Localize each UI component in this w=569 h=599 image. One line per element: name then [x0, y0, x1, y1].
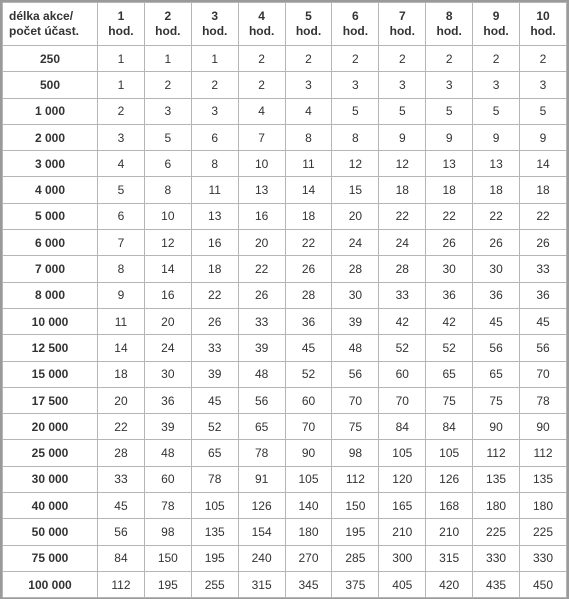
row-header: 8 000 — [3, 282, 98, 308]
row-header: 40 000 — [3, 493, 98, 519]
table-cell: 9 — [426, 124, 473, 150]
table-cell: 18 — [426, 177, 473, 203]
table-cell: 12 — [379, 151, 426, 177]
table-cell: 7 — [238, 124, 285, 150]
table-cell: 154 — [238, 519, 285, 545]
table-cell: 75 — [332, 414, 379, 440]
table-cell: 2 — [426, 46, 473, 72]
column-header-line: 1 — [117, 9, 125, 23]
table-cell: 18 — [98, 361, 145, 387]
table-cell: 3 — [473, 72, 520, 98]
table-cell: 18 — [520, 177, 567, 203]
table-cell: 315 — [426, 545, 473, 571]
table-cell: 28 — [98, 440, 145, 466]
column-header-line: hod. — [248, 24, 275, 38]
column-header-line: 4 — [258, 9, 265, 23]
table-cell: 56 — [520, 335, 567, 361]
row-header: 15 000 — [3, 361, 98, 387]
table-cell: 345 — [285, 571, 332, 597]
table-cell: 2 — [332, 46, 379, 72]
table-cell: 26 — [238, 282, 285, 308]
table-cell: 70 — [332, 387, 379, 413]
table-cell: 39 — [332, 308, 379, 334]
table-cell: 5 — [144, 124, 191, 150]
corner-header-line-1: délka akce/ — [9, 9, 74, 23]
table-cell: 2 — [379, 46, 426, 72]
table-cell: 20 — [144, 308, 191, 334]
table-cell: 91 — [238, 466, 285, 492]
table-cell: 36 — [520, 282, 567, 308]
table-row — [3, 230, 567, 256]
table-cell: 112 — [520, 440, 567, 466]
table-cell: 84 — [98, 545, 145, 571]
table-cell: 135 — [473, 466, 520, 492]
table-cell: 56 — [98, 519, 145, 545]
table-cell: 56 — [238, 387, 285, 413]
row-header: 250 — [3, 46, 98, 72]
table-row — [3, 124, 567, 150]
table-cell: 225 — [520, 519, 567, 545]
table-cell: 8 — [98, 256, 145, 282]
row-header: 20 000 — [3, 414, 98, 440]
table-cell: 78 — [238, 440, 285, 466]
table-cell: 6 — [191, 124, 238, 150]
table-cell: 45 — [473, 308, 520, 334]
table-cell: 210 — [426, 519, 473, 545]
table-cell: 11 — [98, 308, 145, 334]
table-cell: 84 — [426, 414, 473, 440]
table-cell: 2 — [144, 72, 191, 98]
table-cell: 120 — [379, 466, 426, 492]
table-cell: 48 — [238, 361, 285, 387]
table-cell: 240 — [238, 545, 285, 571]
table-cell: 2 — [191, 72, 238, 98]
table-cell: 90 — [285, 440, 332, 466]
table-cell: 75 — [473, 387, 520, 413]
table-cell: 36 — [285, 308, 332, 334]
table-cell: 140 — [285, 493, 332, 519]
table-cell: 60 — [379, 361, 426, 387]
capacity-table — [2, 2, 567, 598]
table-cell: 3 — [520, 72, 567, 98]
table-cell: 13 — [473, 151, 520, 177]
table-cell: 105 — [426, 440, 473, 466]
column-header-line: hod. — [108, 24, 134, 38]
table-cell: 24 — [332, 230, 379, 256]
table-cell: 3 — [332, 72, 379, 98]
table-cell: 4 — [238, 98, 285, 124]
table-cell: 70 — [379, 387, 426, 413]
table-cell: 18 — [285, 203, 332, 229]
table-cell: 4 — [285, 98, 332, 124]
table-cell: 3 — [426, 72, 473, 98]
table-cell: 3 — [98, 124, 145, 150]
table-cell: 45 — [520, 308, 567, 334]
table-cell: 48 — [144, 440, 191, 466]
table-row — [3, 414, 567, 440]
table-row — [3, 256, 567, 282]
table-cell: 22 — [426, 203, 473, 229]
table-cell: 28 — [332, 256, 379, 282]
table-cell: 8 — [332, 124, 379, 150]
table-cell: 5 — [332, 98, 379, 124]
table-cell: 98 — [332, 440, 379, 466]
table-cell: 18 — [473, 177, 520, 203]
table-cell: 36 — [144, 387, 191, 413]
table-cell: 22 — [285, 230, 332, 256]
table-cell: 42 — [379, 308, 426, 334]
table-cell: 165 — [379, 493, 426, 519]
table-cell: 78 — [520, 387, 567, 413]
table-cell: 9 — [520, 124, 567, 150]
table-cell: 18 — [191, 256, 238, 282]
table-cell: 22 — [98, 414, 145, 440]
table-cell: 26 — [285, 256, 332, 282]
table-cell: 1 — [98, 72, 145, 98]
table-cell: 10 — [238, 151, 285, 177]
table-cell: 18 — [379, 177, 426, 203]
table-cell: 52 — [285, 361, 332, 387]
table-cell: 1 — [98, 46, 145, 72]
table-cell: 26 — [426, 230, 473, 256]
row-header: 25 000 — [3, 440, 98, 466]
table-cell: 52 — [379, 335, 426, 361]
table-cell: 2 — [238, 46, 285, 72]
column-header-line: 10 — [536, 9, 550, 23]
table-cell: 150 — [144, 545, 191, 571]
table-cell: 14 — [98, 335, 145, 361]
table-row — [3, 519, 567, 545]
table-cell: 105 — [285, 466, 332, 492]
table-cell: 65 — [426, 361, 473, 387]
row-header: 5 000 — [3, 203, 98, 229]
table-cell: 28 — [285, 282, 332, 308]
row-header: 1 000 — [3, 98, 98, 124]
table-cell: 15 — [332, 177, 379, 203]
row-header: 75 000 — [3, 545, 98, 571]
table-cell: 33 — [98, 466, 145, 492]
column-header-line: 2 — [164, 9, 172, 23]
table-cell: 28 — [379, 256, 426, 282]
table-cell: 8 — [191, 151, 238, 177]
table-cell: 195 — [144, 571, 191, 597]
column-header-line: 9 — [492, 9, 500, 23]
table-cell: 270 — [285, 545, 332, 571]
table-cell: 24 — [144, 335, 191, 361]
column-header-line: hod. — [295, 24, 322, 38]
table-body — [3, 46, 567, 598]
table-cell: 405 — [379, 571, 426, 597]
table-cell: 52 — [426, 335, 473, 361]
table-cell: 56 — [332, 361, 379, 387]
table-cell: 36 — [426, 282, 473, 308]
table-cell: 3 — [285, 72, 332, 98]
header-row — [3, 3, 567, 46]
table-row — [3, 98, 567, 124]
table-cell: 36 — [473, 282, 520, 308]
table-cell: 450 — [520, 571, 567, 597]
table-cell: 33 — [379, 282, 426, 308]
table-cell: 5 — [98, 177, 145, 203]
column-header-line: 7 — [398, 9, 406, 23]
table-cell: 60 — [285, 387, 332, 413]
table-cell: 13 — [426, 151, 473, 177]
table-cell: 22 — [191, 282, 238, 308]
table-cell: 300 — [379, 545, 426, 571]
table-row — [3, 571, 567, 597]
table-cell: 126 — [238, 493, 285, 519]
table-cell: 435 — [473, 571, 520, 597]
table-row — [3, 151, 567, 177]
table-cell: 30 — [332, 282, 379, 308]
table-row — [3, 177, 567, 203]
table-cell: 45 — [191, 387, 238, 413]
table-cell: 180 — [473, 493, 520, 519]
table-cell: 12 — [332, 151, 379, 177]
column-header-line: 8 — [445, 9, 453, 23]
table-cell: 255 — [191, 571, 238, 597]
column-header-line: hod. — [483, 24, 509, 38]
table-cell: 16 — [191, 230, 238, 256]
table-row — [3, 46, 567, 72]
table-cell: 126 — [426, 466, 473, 492]
table-cell: 26 — [191, 308, 238, 334]
table-cell: 195 — [332, 519, 379, 545]
table-cell: 20 — [332, 203, 379, 229]
table-cell: 9 — [473, 124, 520, 150]
table-cell: 56 — [473, 335, 520, 361]
table-cell: 112 — [332, 466, 379, 492]
table-row — [3, 545, 567, 571]
table-cell: 65 — [191, 440, 238, 466]
table-cell: 4 — [98, 151, 145, 177]
table-cell: 2 — [98, 98, 145, 124]
table-cell: 3 — [379, 72, 426, 98]
table-cell: 45 — [98, 493, 145, 519]
table-cell: 180 — [285, 519, 332, 545]
table-header — [3, 3, 567, 46]
column-header — [191, 3, 238, 46]
table-cell: 135 — [191, 519, 238, 545]
column-header-line: 5 — [305, 9, 312, 23]
table-row — [3, 282, 567, 308]
table-cell: 52 — [191, 414, 238, 440]
row-header: 4 000 — [3, 177, 98, 203]
table-cell: 5 — [473, 98, 520, 124]
table-cell: 210 — [379, 519, 426, 545]
column-header — [332, 3, 379, 46]
table-cell: 225 — [473, 519, 520, 545]
table-cell: 65 — [473, 361, 520, 387]
table-cell: 90 — [473, 414, 520, 440]
table-cell: 5 — [520, 98, 567, 124]
table-cell: 9 — [98, 282, 145, 308]
table-cell: 1 — [144, 46, 191, 72]
table-cell: 48 — [332, 335, 379, 361]
table-cell: 14 — [285, 177, 332, 203]
table-cell: 33 — [520, 256, 567, 282]
table-cell: 420 — [426, 571, 473, 597]
column-header-line: 3 — [211, 9, 219, 23]
table-cell: 39 — [191, 361, 238, 387]
table-cell: 20 — [98, 387, 145, 413]
row-header: 6 000 — [3, 230, 98, 256]
table-cell: 2 — [520, 46, 567, 72]
table-cell: 11 — [191, 177, 238, 203]
table-cell: 16 — [144, 282, 191, 308]
table-cell: 39 — [238, 335, 285, 361]
column-header-line: hod. — [155, 24, 181, 38]
table-cell: 8 — [285, 124, 332, 150]
table-cell: 22 — [238, 256, 285, 282]
column-header — [98, 3, 145, 46]
table-cell: 26 — [520, 230, 567, 256]
column-header — [379, 3, 426, 46]
table-cell: 14 — [144, 256, 191, 282]
table-cell: 195 — [191, 545, 238, 571]
table-cell: 30 — [144, 361, 191, 387]
table-row — [3, 466, 567, 492]
table-cell: 112 — [98, 571, 145, 597]
column-header-line: hod. — [202, 24, 228, 38]
table-cell: 26 — [473, 230, 520, 256]
row-header: 3 000 — [3, 151, 98, 177]
table-cell: 11 — [285, 151, 332, 177]
table-cell: 7 — [98, 230, 145, 256]
table-cell: 9 — [379, 124, 426, 150]
table-cell: 84 — [379, 414, 426, 440]
table-cell: 375 — [332, 571, 379, 597]
table-cell: 5 — [426, 98, 473, 124]
table-cell: 16 — [238, 203, 285, 229]
column-header — [473, 3, 520, 46]
table-cell: 315 — [238, 571, 285, 597]
table-row — [3, 361, 567, 387]
table-cell: 24 — [379, 230, 426, 256]
table-cell: 90 — [520, 414, 567, 440]
table-cell: 112 — [473, 440, 520, 466]
table-cell: 98 — [144, 519, 191, 545]
column-header-line: hod. — [530, 24, 556, 38]
column-header-line: hod. — [436, 24, 462, 38]
table-row — [3, 335, 567, 361]
table-cell: 30 — [473, 256, 520, 282]
table-cell: 3 — [191, 98, 238, 124]
row-header: 17 500 — [3, 387, 98, 413]
column-header — [238, 3, 285, 46]
row-header: 7 000 — [3, 256, 98, 282]
table-cell: 22 — [473, 203, 520, 229]
table-cell: 70 — [520, 361, 567, 387]
table-cell: 2 — [473, 46, 520, 72]
table-cell: 14 — [520, 151, 567, 177]
column-header — [426, 3, 473, 46]
table-cell: 330 — [473, 545, 520, 571]
column-header — [285, 3, 332, 46]
table-cell: 2 — [238, 72, 285, 98]
column-header-line: hod. — [342, 24, 369, 38]
table-cell: 13 — [191, 203, 238, 229]
table-row — [3, 72, 567, 98]
table-cell: 8 — [144, 177, 191, 203]
table-row — [3, 387, 567, 413]
table-cell: 2 — [285, 46, 332, 72]
table-cell: 22 — [520, 203, 567, 229]
table-cell: 60 — [144, 466, 191, 492]
table-cell: 6 — [144, 151, 191, 177]
table-cell: 180 — [520, 493, 567, 519]
table-cell: 168 — [426, 493, 473, 519]
table-cell: 33 — [238, 308, 285, 334]
table-row — [3, 203, 567, 229]
table-cell: 10 — [144, 203, 191, 229]
row-header: 30 000 — [3, 466, 98, 492]
table-row — [3, 440, 567, 466]
table-cell: 285 — [332, 545, 379, 571]
table-row — [3, 308, 567, 334]
row-header: 500 — [3, 72, 98, 98]
table-cell: 5 — [379, 98, 426, 124]
table-cell: 39 — [144, 414, 191, 440]
table-cell: 105 — [379, 440, 426, 466]
column-header — [520, 3, 567, 46]
table-cell: 65 — [238, 414, 285, 440]
column-header-line: 6 — [352, 9, 359, 23]
table-cell: 6 — [98, 203, 145, 229]
row-header: 10 000 — [3, 308, 98, 334]
table-cell: 13 — [238, 177, 285, 203]
table-cell: 45 — [285, 335, 332, 361]
table-cell: 78 — [191, 466, 238, 492]
table-cell: 330 — [520, 545, 567, 571]
row-header: 12 500 — [3, 335, 98, 361]
column-header-line: hod. — [389, 24, 415, 38]
table-cell: 105 — [191, 493, 238, 519]
row-header: 50 000 — [3, 519, 98, 545]
table-cell: 78 — [144, 493, 191, 519]
row-header: 100 000 — [3, 571, 98, 597]
table-cell: 33 — [191, 335, 238, 361]
corner-header-line-2: počet účast. — [9, 24, 80, 38]
table-cell: 30 — [426, 256, 473, 282]
table-cell: 70 — [285, 414, 332, 440]
table-cell: 150 — [332, 493, 379, 519]
row-header: 2 000 — [3, 124, 98, 150]
table-cell: 3 — [144, 98, 191, 124]
table-cell: 75 — [426, 387, 473, 413]
table-cell: 135 — [520, 466, 567, 492]
table-cell: 22 — [379, 203, 426, 229]
column-header — [144, 3, 191, 46]
table-cell: 12 — [144, 230, 191, 256]
table-row — [3, 493, 567, 519]
corner-header — [3, 3, 98, 46]
table-cell: 20 — [238, 230, 285, 256]
table-cell: 1 — [191, 46, 238, 72]
table-cell: 42 — [426, 308, 473, 334]
